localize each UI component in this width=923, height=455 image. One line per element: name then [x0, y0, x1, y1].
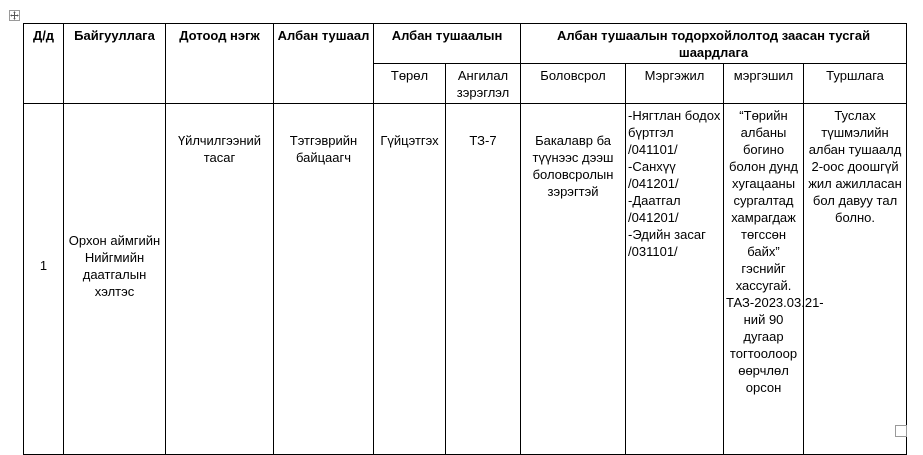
cell-experience: Туслах түшмэлийн албан тушаалд 2-оос доошгүй жил ажилласан бол давуу тал болно.: [804, 104, 907, 455]
header-row-top: [24, 24, 907, 64]
header-organization: Байгууллага: [64, 24, 166, 104]
cell-dd: 1: [24, 104, 64, 455]
cell-qualification: “Төрийн албаны богино болон дунд хугацааны сургалтад хамрагдаж төгссөн байх” гэснийг хассугай. ТАЗ-2023.03.21-ний 90 дугаар тогтоолоор өөрчлөл орсон: [724, 104, 804, 455]
cell-education: Бакалавр ба түүнээс дээш боловсролын зэрэгтэй: [521, 104, 626, 455]
cell-internal-unit: Үйлчилгээний тасаг: [166, 104, 274, 455]
header-profession: Мэргэжил: [626, 64, 724, 104]
cell-profession: -Нягтлан бодох бүртгэл /041101/ -Санхүү /041201/ -Даатгал /041201/ -Эдийн засаг /031101/: [626, 104, 724, 455]
header-internal-unit: Дотоод нэгж: [166, 24, 274, 104]
position-requirements-table: [23, 23, 907, 455]
header-dd: Д/д: [24, 24, 64, 104]
cell-type: Гүйцэтгэх: [374, 104, 446, 455]
header-special-requirements: Албан тушаалын тодорхойлолтод заасан тусгай шаардлага: [521, 24, 907, 64]
cell-position: Тэтгэврийн байцаагч: [274, 104, 374, 455]
table-resize-handle[interactable]: [895, 425, 907, 437]
header-grade: Ангилал зэрэглэл: [446, 64, 521, 104]
table-move-handle[interactable]: [9, 10, 20, 21]
cell-grade: ТЗ-7: [446, 104, 521, 455]
move-arrows-icon: [10, 11, 19, 20]
header-qualification: мэргэшил: [724, 64, 804, 104]
table-row: [24, 104, 907, 455]
header-position-of: Албан тушаалын: [374, 24, 521, 64]
header-experience: Туршлага: [804, 64, 907, 104]
cell-organization: Орхон аймгийн Нийгмийн даатгалын хэлтэс: [64, 104, 166, 455]
header-position: Албан тушаал: [274, 24, 374, 104]
header-type: Төрөл: [374, 64, 446, 104]
header-education: Боловсрол: [521, 64, 626, 104]
